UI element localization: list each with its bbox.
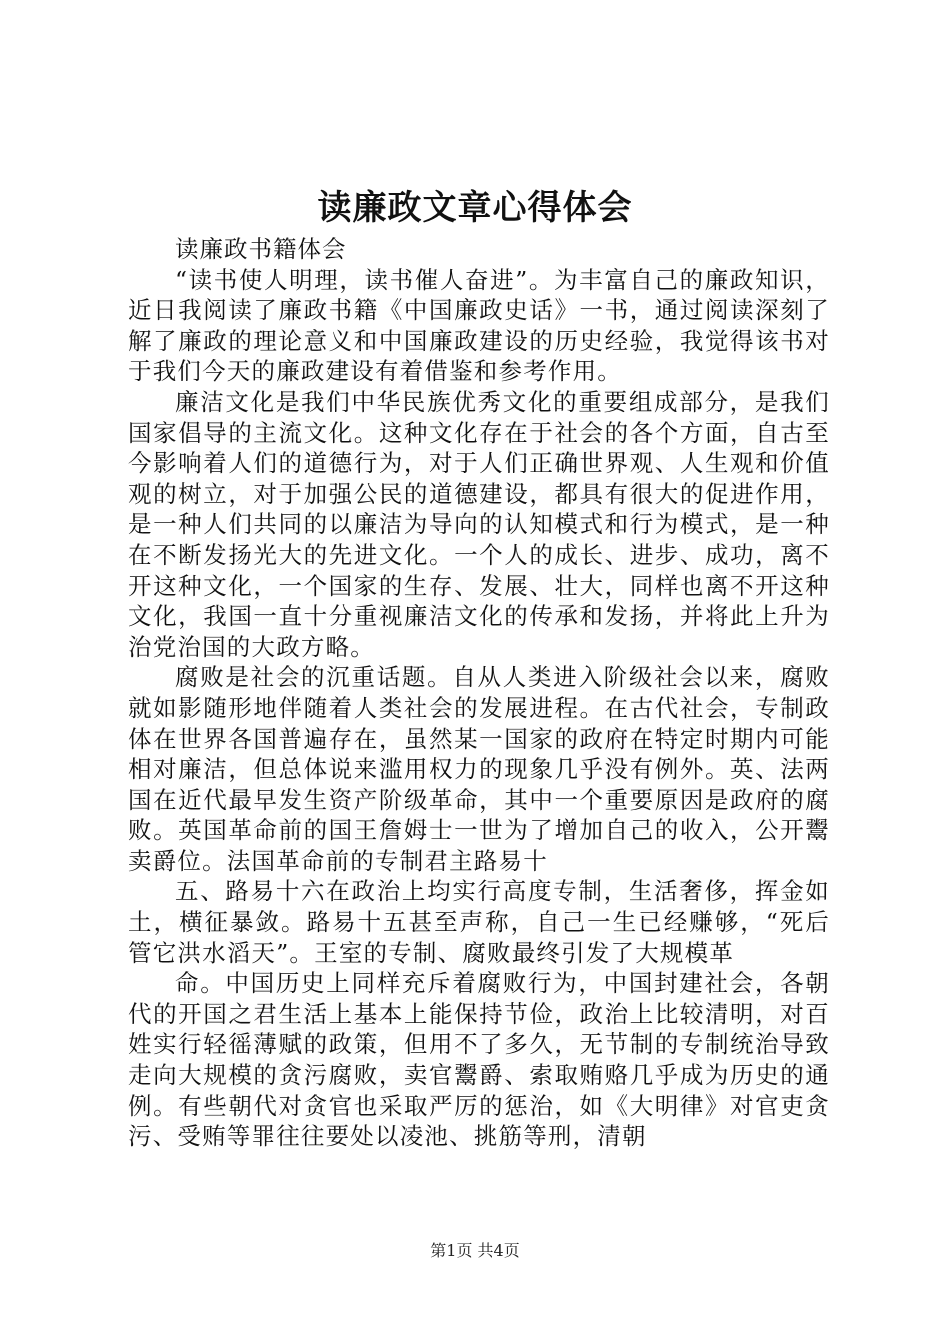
paragraph-corruption: 腐败是社会的沉重话题。自从人类进入阶级社会以来，腐败就如影随形地伴随着人类社会的发展进程。在古代社会，专制政体在世界各国普遍存在，虽然某一国家的政府在特定时期内可能相对廉洁，但总体说来滥用权力的现象几乎没有例外。英、法两国在近代最早发生资产阶级革命，其中一个重要原因是政府的腐败。英国革命前的国王詹姆士一世为了增加自己的收入，公开鬻卖爵位。法国革命前的专制君主路易十 bbox=[128, 663, 830, 875]
document-body bbox=[128, 234, 830, 1152]
paragraph-culture: 廉洁文化是我们中华民族优秀文化的重要组成部分，是我们国家倡导的主流文化。这种文化存在于社会的各个方面，自古至今影响着人们的道德行为，对于人们正确世界观、人生观和价值观的树立，对于加强公民的道德建设，都具有很大的促进作用，是一种人们共同的以廉洁为导向的认知模式和行为模式，是一种在不断发扬光大的先进文化。一个人的成长、进步、成功，离不开这种文化，一个国家的生存、发展、壮大，同样也离不开这种文化，我国一直十分重视廉洁文化的传承和发扬，并将此上升为治党治国的大政方略。 bbox=[128, 387, 830, 661]
page-number-footer: 第1页 共4页 bbox=[430, 1241, 520, 1260]
section-heading: 读廉政书籍体会 bbox=[175, 235, 347, 263]
paragraph-louis: 五、路易十六在政治上均实行高度专制，生活奢侈，挥金如土，横征暴敛。路易十五甚至声称，自己一生已经赚够，“死后管它洪水滔天”。王室的专制、腐败最终引发了大规模革 bbox=[128, 877, 830, 967]
document-title: 读廉政文章心得体会 bbox=[317, 188, 633, 228]
paragraph-intro: “读书使人明理，读书催人奋进”。为丰富自己的廉政知识，近日我阅读了廉政书籍《中国廉政史话》一书，通过阅读深刻了解了廉政的理论意义和中国廉政建设的历史经验，我觉得该书对于我们今天的廉政建设有着借鉴和参考作用。 bbox=[128, 265, 830, 386]
paragraph-china-history: 命。中国历史上同样充斥着腐败行为，中国封建社会，各朝代的开国之君生活上基本上能保持节俭，政治上比较清明，对百姓实行轻徭薄赋的政策，但用不了多久，无节制的专制统治导致走向大规模的贪污腐败，卖官鬻爵、索取贿赂几乎成为历史的通例。有些朝代对贪官也采取严厉的惩治，如《大明律》对官吏贪污、受贿等罪往往要处以凌池、挑筋等刑，清朝 bbox=[128, 969, 830, 1151]
